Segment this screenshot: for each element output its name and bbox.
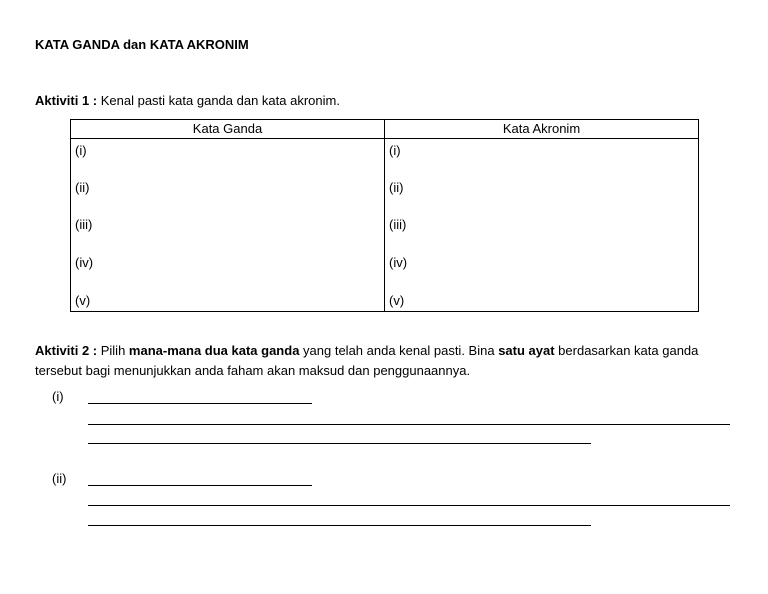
answer-line[interactable] xyxy=(88,485,312,486)
activity-1-text: Kenal pasti kata ganda dan kata akronim. xyxy=(97,93,340,108)
answer-table xyxy=(70,119,699,312)
kata-akronim-item: (iv) xyxy=(389,255,408,270)
question-label-ii: (ii) xyxy=(52,471,67,486)
activity-1-instruction xyxy=(35,93,340,108)
activity-2-instruction xyxy=(35,341,745,381)
answer-line[interactable] xyxy=(88,403,312,404)
kata-akronim-item: (i) xyxy=(389,143,401,158)
kata-ganda-item: (i) xyxy=(75,143,87,158)
column-header-kata-ganda: Kata Ganda xyxy=(71,120,385,139)
answer-line[interactable] xyxy=(88,424,730,425)
activity-2-text: yang telah anda kenal pasti. Bina xyxy=(299,343,499,358)
question-label-i: (i) xyxy=(52,389,64,404)
kata-akronim-item: (v) xyxy=(389,293,405,308)
kata-akronim-cell[interactable] xyxy=(385,139,699,312)
answer-line[interactable] xyxy=(88,525,591,526)
kata-akronim-item: (iii) xyxy=(389,217,407,232)
activity-1-label: Aktiviti 1 : xyxy=(35,93,98,108)
kata-ganda-cell[interactable] xyxy=(71,139,385,312)
answer-line[interactable] xyxy=(88,443,591,444)
kata-ganda-item: (v) xyxy=(75,293,91,308)
activity-2-emphasis: satu ayat xyxy=(498,343,555,358)
kata-ganda-item: (iii) xyxy=(75,217,93,232)
answer-line[interactable] xyxy=(88,505,730,506)
kata-akronim-item: (ii) xyxy=(389,180,404,195)
activity-2-text: berdasarkan kata ganda tersebut bagi menunjukkan anda faham akan maksud dan penggunaannya. xyxy=(35,343,699,378)
worksheet-title: KATA GANDA dan KATA AKRONIM xyxy=(35,37,249,52)
activity-2-emphasis: mana-mana dua kata ganda xyxy=(128,343,300,358)
activity-2-text: Pilih xyxy=(97,343,129,358)
kata-ganda-item: (ii) xyxy=(75,180,90,195)
column-header-kata-akronim: Kata Akronim xyxy=(385,120,699,139)
activity-2-label: Aktiviti 2 : xyxy=(35,343,98,358)
kata-ganda-item: (iv) xyxy=(75,255,94,270)
